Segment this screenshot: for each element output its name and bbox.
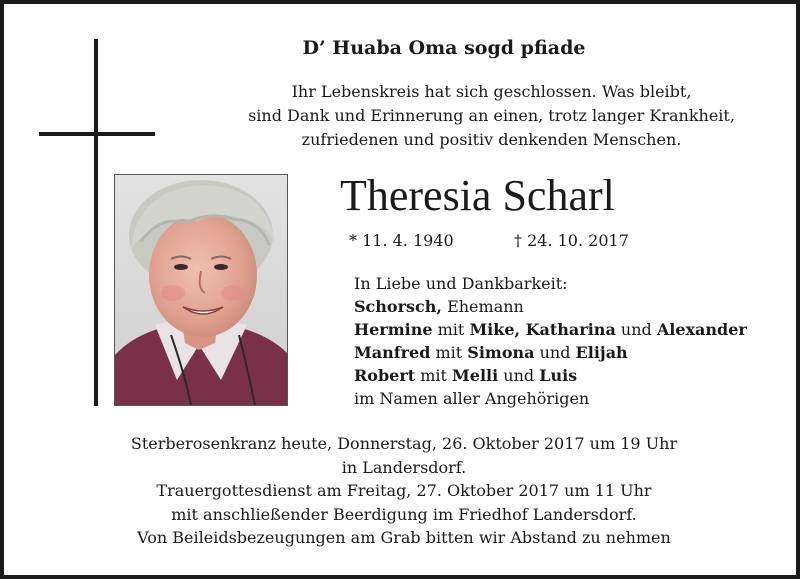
mourners-intro: In Liebe und Dankbarkeit: — [354, 274, 568, 293]
mourner-line — [354, 295, 747, 318]
service-details — [64, 432, 744, 550]
death-date: † 24. 10. 2017 — [514, 231, 629, 250]
mourner-line: Robert mit Melli und Luis — [354, 366, 578, 385]
birth-date: * 11. 4. 1940 — [349, 231, 454, 250]
intro-line: zufriedenen und positiv denkenden Menschen. — [301, 130, 682, 149]
mourner-name: Mike, Katharina — [469, 320, 616, 339]
mourner-line: Hermine mit Mike, Katharina und Alexander — [354, 320, 747, 339]
service-line: in Landersdorf. — [341, 457, 467, 477]
mourner-name: Hermine — [354, 320, 433, 339]
mourner-relation: Ehemann — [441, 297, 524, 316]
intro-line: Ihr Lebenskreis hat sich geschlossen. Was bleibt, — [291, 82, 692, 101]
mourner-name: Elijah — [575, 343, 628, 362]
mourner-name: Luis — [539, 366, 578, 385]
mourner-line: Manfred mit Simona und Elijah — [354, 343, 628, 362]
service-line: Sterberosenkranz heute, Donnerstag, 26. Oktober 2017 um 19 Uhr — [130, 434, 678, 453]
mourner-name: Melli — [452, 366, 499, 385]
mourner-name: Schorsch, — [354, 297, 442, 316]
mourners-closing: im Namen aller Angehörigen — [354, 389, 590, 408]
service-line: mit anschließender Beerdigung im Friedhof Landersdorf. — [171, 504, 637, 524]
heading: D’ Huaba Oma sogd pfiade — [302, 37, 586, 59]
intro-text — [199, 80, 784, 152]
portrait-photo — [114, 174, 288, 406]
service-line: Von Beileidsbezeugungen am Grab bitten wir Abstand zu nehmen — [137, 528, 671, 547]
cross-vertical-bar — [94, 39, 98, 406]
service-line: Trauergottesdienst am Freitag, 27. Oktober 2017 um 11 Uhr — [156, 481, 652, 500]
mourner-name: Alexander — [656, 320, 747, 339]
cross-horizontal-bar — [39, 132, 155, 136]
mourners-list — [354, 272, 747, 410]
mourner-name: Manfred — [354, 343, 431, 362]
mourner-name: Simona — [467, 343, 535, 362]
deceased-name: Theresia Scharl — [340, 171, 615, 220]
portrait-illustration — [115, 175, 287, 405]
intro-line: sind Dank und Erinnerung an einen, trotz langer Krankheit, — [248, 106, 735, 125]
mourner-name: Robert — [354, 366, 416, 385]
